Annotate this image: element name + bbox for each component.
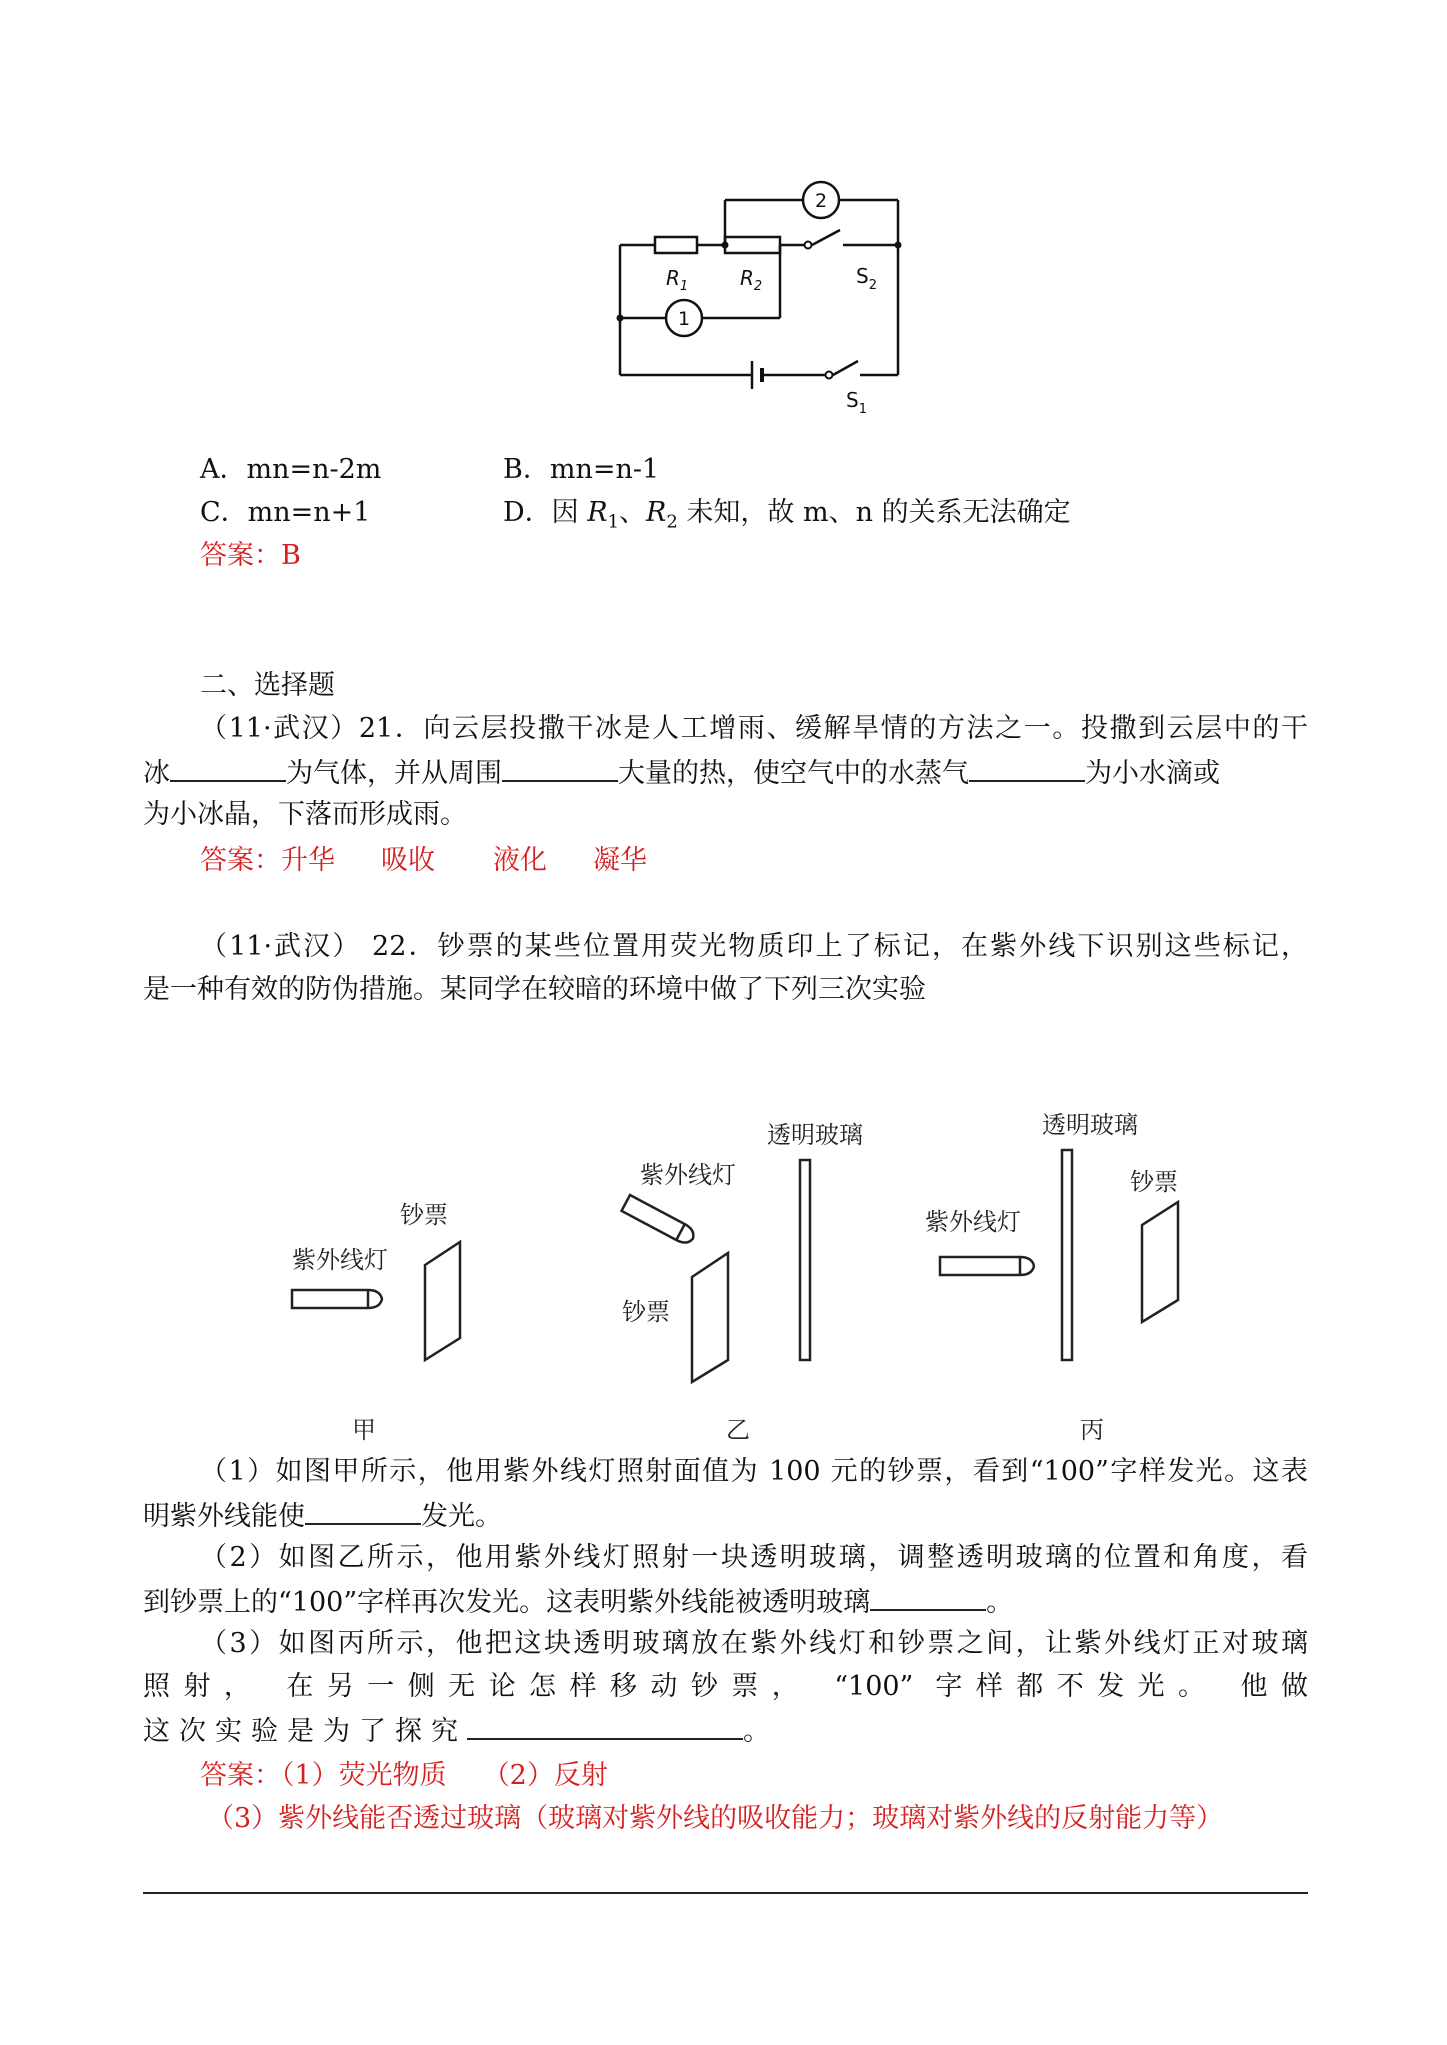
jia-lamp-label: 紫外线灯: [292, 1246, 388, 1274]
q21-blank-2[interactable]: [502, 754, 618, 782]
bing-banknote-label: 钞票: [1130, 1168, 1178, 1196]
previous-answer: 答案：B: [200, 540, 301, 571]
q22-p2-line1: （2）如图乙所示，他用紫外线灯照射一块透明玻璃，调整透明玻璃的位置和角度，看: [200, 1542, 1308, 1573]
panel-jia-label: 甲: [352, 1416, 376, 1444]
q22-answer-line2: （3）紫外线能否透过玻璃（玻璃对紫外线的吸收能力；玻璃对紫外线的反射能力等）: [207, 1803, 1224, 1834]
q21-blank-1[interactable]: [170, 754, 286, 782]
bing-glass-icon: [1062, 1150, 1072, 1360]
q22-answer-line1: 答案：（1）荧光物质 （2）反射: [200, 1760, 608, 1791]
q22-p2-line2: 到钞票上的“100”字样再次发光。这表明紫外线能被透明玻璃 。: [143, 1583, 1013, 1621]
r1-label: $R_1$: [666, 266, 689, 294]
meter2-label: 2: [814, 190, 828, 212]
experiment-figure: [280, 1090, 1240, 1450]
option-c: C．mn=n+1: [200, 497, 371, 528]
q22-p1-line1: （1）如图甲所示，他用紫外线灯照射面值为 100 元的钞票，看到“100”字样发光。这表: [200, 1456, 1308, 1487]
q21-answer-3: 液化: [493, 845, 547, 876]
q22-p1-line2: 明紫外线能使 发光。: [143, 1497, 502, 1535]
s2-label: $S_2$: [856, 264, 877, 293]
q21-line2: 冰 为气体，并从周围 大量的热，使空气中的水蒸气 为小水滴或: [143, 754, 1308, 792]
option-b: B．mn=n-1: [503, 454, 660, 485]
section-title: 二、选择题: [200, 670, 335, 701]
q21-line1: （11·武汉）21．向云层投撒干冰是人工增雨、缓解旱情的方法之一。投撒到云层中的干: [200, 713, 1308, 744]
q21-answer-4: 凝华: [593, 845, 647, 876]
jia-banknote-icon: [425, 1242, 460, 1360]
q22-blank-2[interactable]: [870, 1583, 986, 1611]
q22-line2: 是一种有效的防伪措施。某同学在较暗的环境中做了下列三次实验: [143, 974, 926, 1005]
q21-answer: 答案：升华 吸收 液化 凝华: [200, 845, 647, 876]
meter1-label: 1: [677, 308, 691, 330]
jia-banknote-label: 钞票: [400, 1201, 448, 1229]
bing-lamp-label: 紫外线灯: [925, 1208, 1021, 1236]
yi-banknote-icon: [692, 1253, 728, 1382]
option-a: A．mn=n-2m: [200, 454, 382, 485]
q21-answer-1: 升华: [281, 845, 335, 876]
q22-p3-line2: 照射， 在另一侧无论怎样移动钞票， “100” 字样都不发光。 他做: [143, 1671, 1308, 1702]
panel-yi-label: 乙: [726, 1416, 750, 1444]
q21-answer-2: 吸收: [381, 845, 435, 876]
q22-blank-1[interactable]: [305, 1497, 421, 1525]
footer-divider: [143, 1892, 1308, 1894]
q21-blank-3[interactable]: [969, 754, 1085, 782]
yi-glass-icon: [800, 1160, 810, 1360]
yi-lamp-label: 紫外线灯: [640, 1161, 736, 1189]
q21-line3: 为小冰晶，下落而形成雨。: [143, 799, 467, 830]
s1-label: $S_1$: [846, 388, 867, 415]
panel-bing-label: 丙: [1080, 1416, 1104, 1444]
yi-glass-label: 透明玻璃: [767, 1121, 863, 1149]
q22-p3-line1: （3）如图丙所示，他把这块透明玻璃放在紫外线灯和钞票之间，让紫外线灯正对玻璃: [200, 1628, 1308, 1659]
q22-line1: （11·武汉） 22．钞票的某些位置用荧光物质印上了标记，在紫外线下识别这些标记，: [200, 931, 1308, 962]
bing-glass-label: 透明玻璃: [1042, 1111, 1138, 1139]
yi-uv-lamp-icon: [622, 1195, 698, 1247]
circuit-diagram: [600, 175, 930, 415]
q22-blank-3[interactable]: [467, 1712, 743, 1740]
r2-label: $R_2$: [740, 266, 763, 294]
q22-p3-line3: 这次实验是为了探究 。: [143, 1712, 779, 1750]
option-d: D．因 $R_1$、$R_2$ 未知，故 m、n 的关系无法确定: [503, 497, 1071, 533]
yi-banknote-label: 钞票: [622, 1298, 670, 1326]
bing-banknote-icon: [1142, 1202, 1178, 1322]
